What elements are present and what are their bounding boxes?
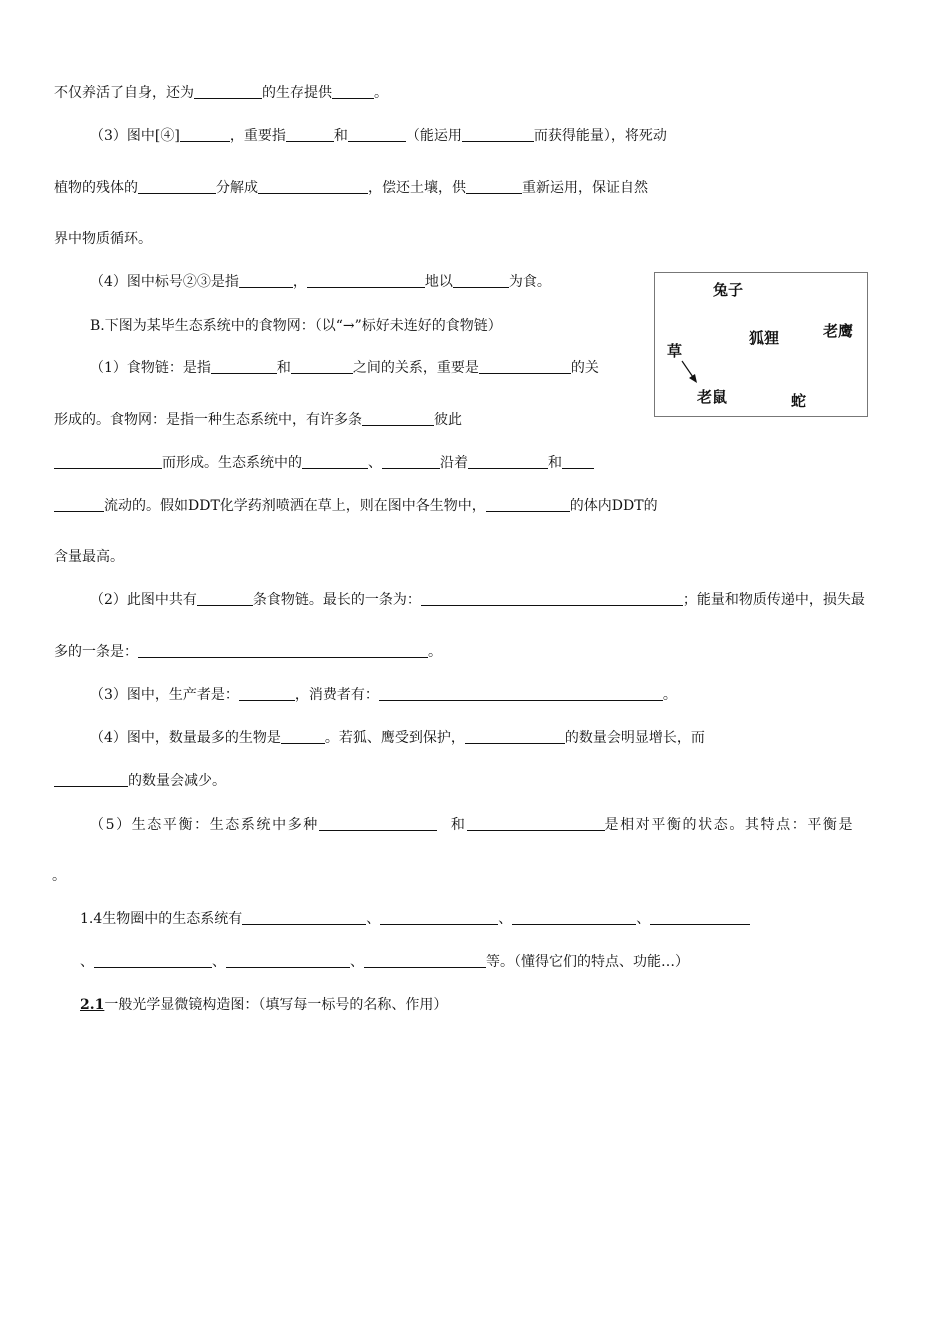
label-rabbit: 兔子 xyxy=(713,281,744,299)
fill-blank[interactable] xyxy=(211,358,277,374)
text-line: 不仅养活了自身，还为 的生存提供 。 xyxy=(54,85,388,101)
fill-blank[interactable] xyxy=(650,909,750,925)
section-number: 2.1 xyxy=(80,997,105,1013)
fill-blank[interactable] xyxy=(362,410,434,426)
fill-blank[interactable] xyxy=(468,453,548,469)
text-line: 植物的残体的 分解成 ，偿还土壤，供 重新运用，保证自然 xyxy=(54,180,648,196)
fill-blank[interactable] xyxy=(467,815,605,831)
text-line: （3）图中[④] ，重要指 和 （能运用 而获得能量），将死动 xyxy=(90,128,667,144)
fill-blank[interactable] xyxy=(54,453,162,469)
fill-blank[interactable] xyxy=(94,952,212,968)
fill-blank[interactable] xyxy=(242,909,366,925)
fill-blank[interactable] xyxy=(307,272,425,288)
fill-blank[interactable] xyxy=(302,453,368,469)
text-line: 流动的。假如DDT化学药剂喷洒在草上，则在图中各生物中， 的体内DDT的 xyxy=(54,496,658,516)
text-line: 界中物质循环。 xyxy=(54,231,152,247)
fill-blank[interactable] xyxy=(180,126,230,142)
fill-blank[interactable] xyxy=(239,685,295,701)
text-line: 含量最高。 xyxy=(54,549,124,565)
fill-blank[interactable] xyxy=(512,909,636,925)
text-line: 。 xyxy=(52,868,66,884)
fill-blank[interactable] xyxy=(486,496,570,512)
fill-blank[interactable] xyxy=(281,728,325,744)
arrow-grass-to-mouse xyxy=(655,273,867,416)
fill-blank[interactable] xyxy=(239,272,293,288)
fill-blank[interactable] xyxy=(226,952,350,968)
label-fox: 狐狸 xyxy=(749,329,780,347)
text-line: 而形成。生态系统中的 、 沿着 和 xyxy=(54,453,594,473)
fill-blank[interactable] xyxy=(194,83,262,99)
text-line: 形成的。食物网：是指一种生态系统中，有许多条 彼此 xyxy=(54,412,462,428)
text-line: B.下图为某毕生态系统中的食物网：（以“→”标好未连好的食物链） xyxy=(90,318,502,334)
text-line: 的数量会减少。 xyxy=(54,771,226,791)
fill-blank[interactable] xyxy=(466,178,522,194)
fill-blank[interactable] xyxy=(286,126,334,142)
fill-blank[interactable] xyxy=(258,178,368,194)
fill-blank[interactable] xyxy=(332,83,374,99)
fill-blank[interactable] xyxy=(197,590,253,606)
text-line: （4）图中标号②③是指 ， 地以 为食。 xyxy=(90,274,551,290)
text-line: （1）食物链：是指 和 之间的关系，重要是 的关 xyxy=(90,360,599,376)
fill-blank[interactable] xyxy=(453,272,509,288)
fill-blank[interactable] xyxy=(562,453,594,469)
fill-blank[interactable] xyxy=(54,496,104,512)
fill-blank[interactable] xyxy=(138,642,428,658)
fill-blank[interactable] xyxy=(291,358,353,374)
text-line: （4）图中，数量最多的生物是 。若狐、鹰受到保护， 的数量会明显增长，而 xyxy=(90,730,705,746)
fill-blank[interactable] xyxy=(479,358,571,374)
text-line: 2.1一般光学显微镜构造图：（填写每一标号的名称、作用） xyxy=(80,997,448,1013)
text-line: （5）生态平衡：生态系统中多种 和 是相对平衡的状态。其特点：平衡是 xyxy=(90,817,855,833)
text-line: （3）图中，生产者是： ，消费者有： 。 xyxy=(90,687,677,703)
fill-blank[interactable] xyxy=(421,590,683,606)
label-eagle: 老鹰 xyxy=(823,322,854,340)
fill-blank[interactable] xyxy=(319,815,437,831)
text-line: 1.4生物圈中的生态系统有 、 、 、 xyxy=(80,909,750,929)
fill-blank[interactable] xyxy=(138,178,216,194)
fill-blank[interactable] xyxy=(465,728,565,744)
text-line: 、 、 、 等。（懂得它们的特点、功能…） xyxy=(80,954,689,970)
fill-blank[interactable] xyxy=(382,453,440,469)
label-mouse: 老鼠 xyxy=(697,388,728,406)
fill-blank[interactable] xyxy=(364,952,486,968)
label-snake: 蛇 xyxy=(791,392,807,410)
label-grass: 草 xyxy=(667,342,683,360)
fill-blank[interactable] xyxy=(54,771,128,787)
text-line: 多的一条是： 。 xyxy=(54,644,442,660)
text-line: （2）此图中共有 条食物链。最长的一条为： ；能量和物质传递中，损失最 xyxy=(90,592,865,608)
fill-blank[interactable] xyxy=(380,909,498,925)
fill-blank[interactable] xyxy=(348,126,406,142)
food-web-diagram xyxy=(654,272,868,417)
fill-blank[interactable] xyxy=(462,126,534,142)
fill-blank[interactable] xyxy=(379,685,663,701)
